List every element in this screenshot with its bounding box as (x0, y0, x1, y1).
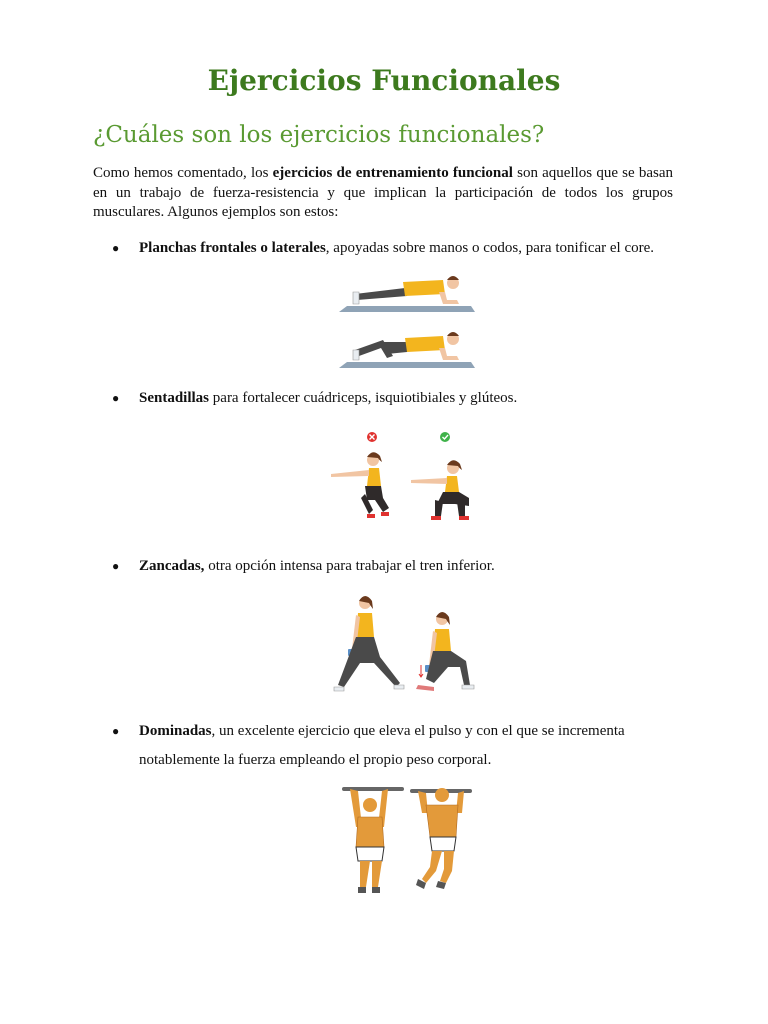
list-item-text: , apoyadas sobre manos o codos, para tonificar el core. (325, 240, 655, 256)
section-heading: ¿Cuáles son los ejercicios funcionales? (93, 122, 545, 148)
lunge-illustration (330, 593, 490, 701)
list-item-text: para fortalecer cuádriceps, isquiotibiales y glúteos. (209, 390, 518, 406)
intro-text-end: son aquellos que se basan en un trabajo de fuerza-resistencia y que implican la participación de todos los grupos musculares. Algunos ejemplos son estos: (93, 165, 673, 220)
list-item-bold: Dominadas (139, 723, 212, 739)
page-title: Ejercicios Funcionales (207, 64, 561, 97)
list-item-bold: Zancadas, (139, 558, 205, 574)
intro-text-bold: ejercicios de entrenamiento funcional (272, 165, 513, 181)
intro-paragraph (93, 164, 673, 223)
list-item-bold: Planchas frontales o laterales (139, 240, 326, 256)
squat-illustration (325, 428, 475, 536)
list-item-text: , un excelente ejercicio que eleva el pulso y con el que se incrementa notablemente la fuerza empleando el propio peso corporal. (139, 723, 625, 768)
bullet-glyph: ● (112, 559, 120, 573)
exercise-mat-bottom (339, 362, 475, 368)
exercise-mat-top (339, 306, 475, 312)
intro-text-start: Como hemos comentado, los (93, 165, 273, 181)
correct-icon (440, 432, 450, 442)
plank-legs (355, 288, 407, 300)
pullup-illustration (340, 783, 475, 901)
bullet-glyph: ● (112, 241, 120, 255)
bullet-glyph: ● (112, 391, 120, 405)
list-item-bold: Sentadillas (139, 390, 210, 406)
plank-shirt (403, 280, 445, 296)
bullet-glyph: ● (112, 724, 120, 738)
plank-illustration (335, 270, 480, 372)
list-item-text: otra opción intensa para trabajar el tren inferior. (204, 558, 495, 574)
